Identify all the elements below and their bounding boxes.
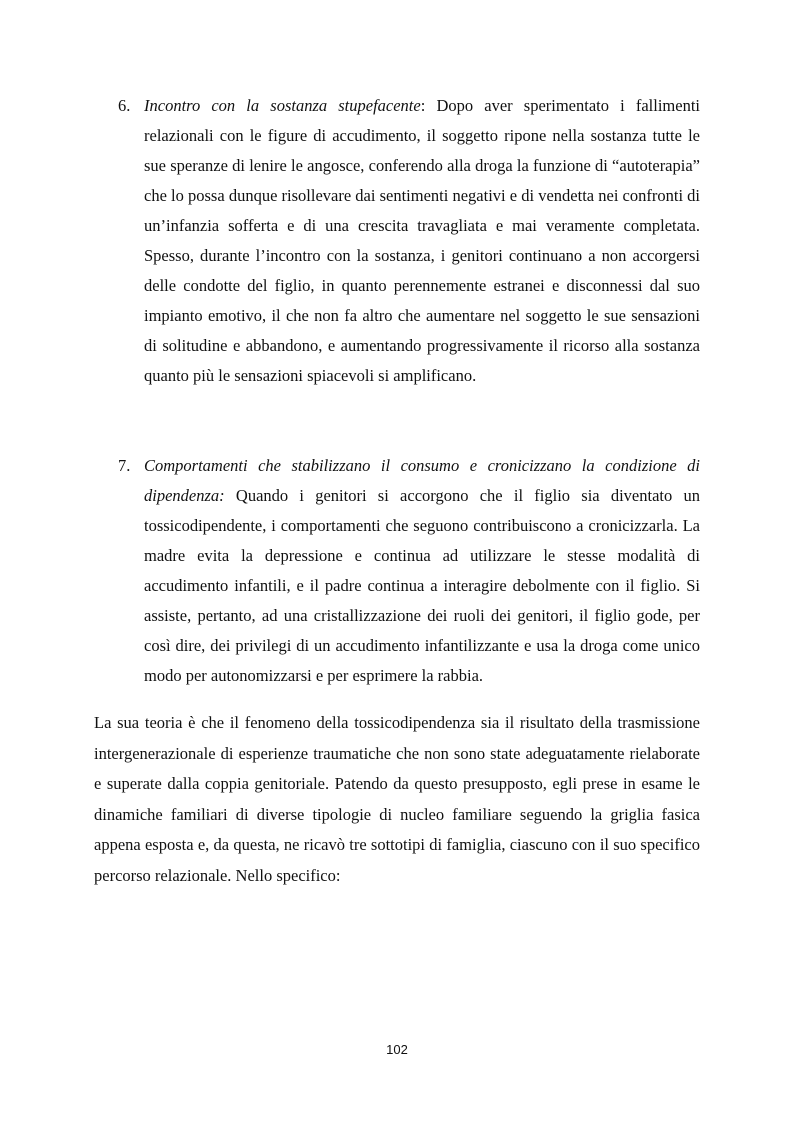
list-item-7: [118, 451, 700, 691]
page-number: 102: [386, 1042, 408, 1057]
list-item-body: Quando i genitori si accorgono che il figlio sia diventato un tossicodipendente, i comportamenti che seguono contribuiscono a cronicizzarla. La madre evita la depressione e continua ad utilizzare le stesse modalità di accudimento infantili, e il padre continua a interagire debolmente con il figlio. Si assiste, pertanto, ad una cristallizzazione dei ruoli dei genitori, il figlio gode, per così dire, dei privilegi di un accudimento infantilizzante e usa la droga come unico modo per autonomizzarsi e per esprimere la rabbia.: [144, 486, 700, 685]
list-item-body: Dopo aver sperimentato i fallimenti relazionali con le figure di accudimento, il soggetto ripone nella sostanza tutte le sue speranze di lenire le angosce, conferendo alla droga la funzione di “autoterapia” che lo possa dunque risollevare dai sentimenti negativi e di vendetta nei confronti di un’infanzia sofferta e di una crescita travagliata e mai veramente completata. Spesso, durante l’incontro con la sostanza, i genitori continuano a non accorgersi delle condotte del figlio, in quanto perennemente estranei e disconnessi dal suo impianto emotivo, il che non fa altro che aumentare nel soggetto le sue sensazioni di solitudine e abbandono, e aumentando progressivamente il ricorso alla sostanza quanto più le sensazioni spiacevoli si amplificano.: [144, 96, 700, 385]
list-item-text: [144, 91, 700, 391]
list-item-6: [118, 91, 700, 391]
list-number: 6.: [118, 96, 131, 115]
title-separator: [225, 486, 236, 505]
title-separator: :: [420, 96, 437, 115]
list-item-title: Incontro con la sostanza stupefacente: [144, 96, 421, 115]
list-item-title: Comportamenti che stabilizzano il consumo e cronicizzano la condizione di dipendenza:: [144, 456, 700, 505]
list-number: 7.: [118, 456, 131, 475]
body-paragraph: La sua teoria è che il fenomeno della tossicodipendenza sia il risultato della trasmissione intergenerazionale di esperienze traumatiche che non sono state adeguatamente rielaborate e superate dalla coppia genitoriale. Patendo da questo presupposto, egli prese in esame le dinamiche familiari di diverse tipologie di nucleo familiare seguendo la griglia fasica appena esposta e, da questa, ne ricavò tre sottotipi di famiglia, ciascuno con il suo specifico percorso relazionale. Nello specifico:: [94, 713, 700, 885]
list-item-text: [144, 451, 700, 691]
